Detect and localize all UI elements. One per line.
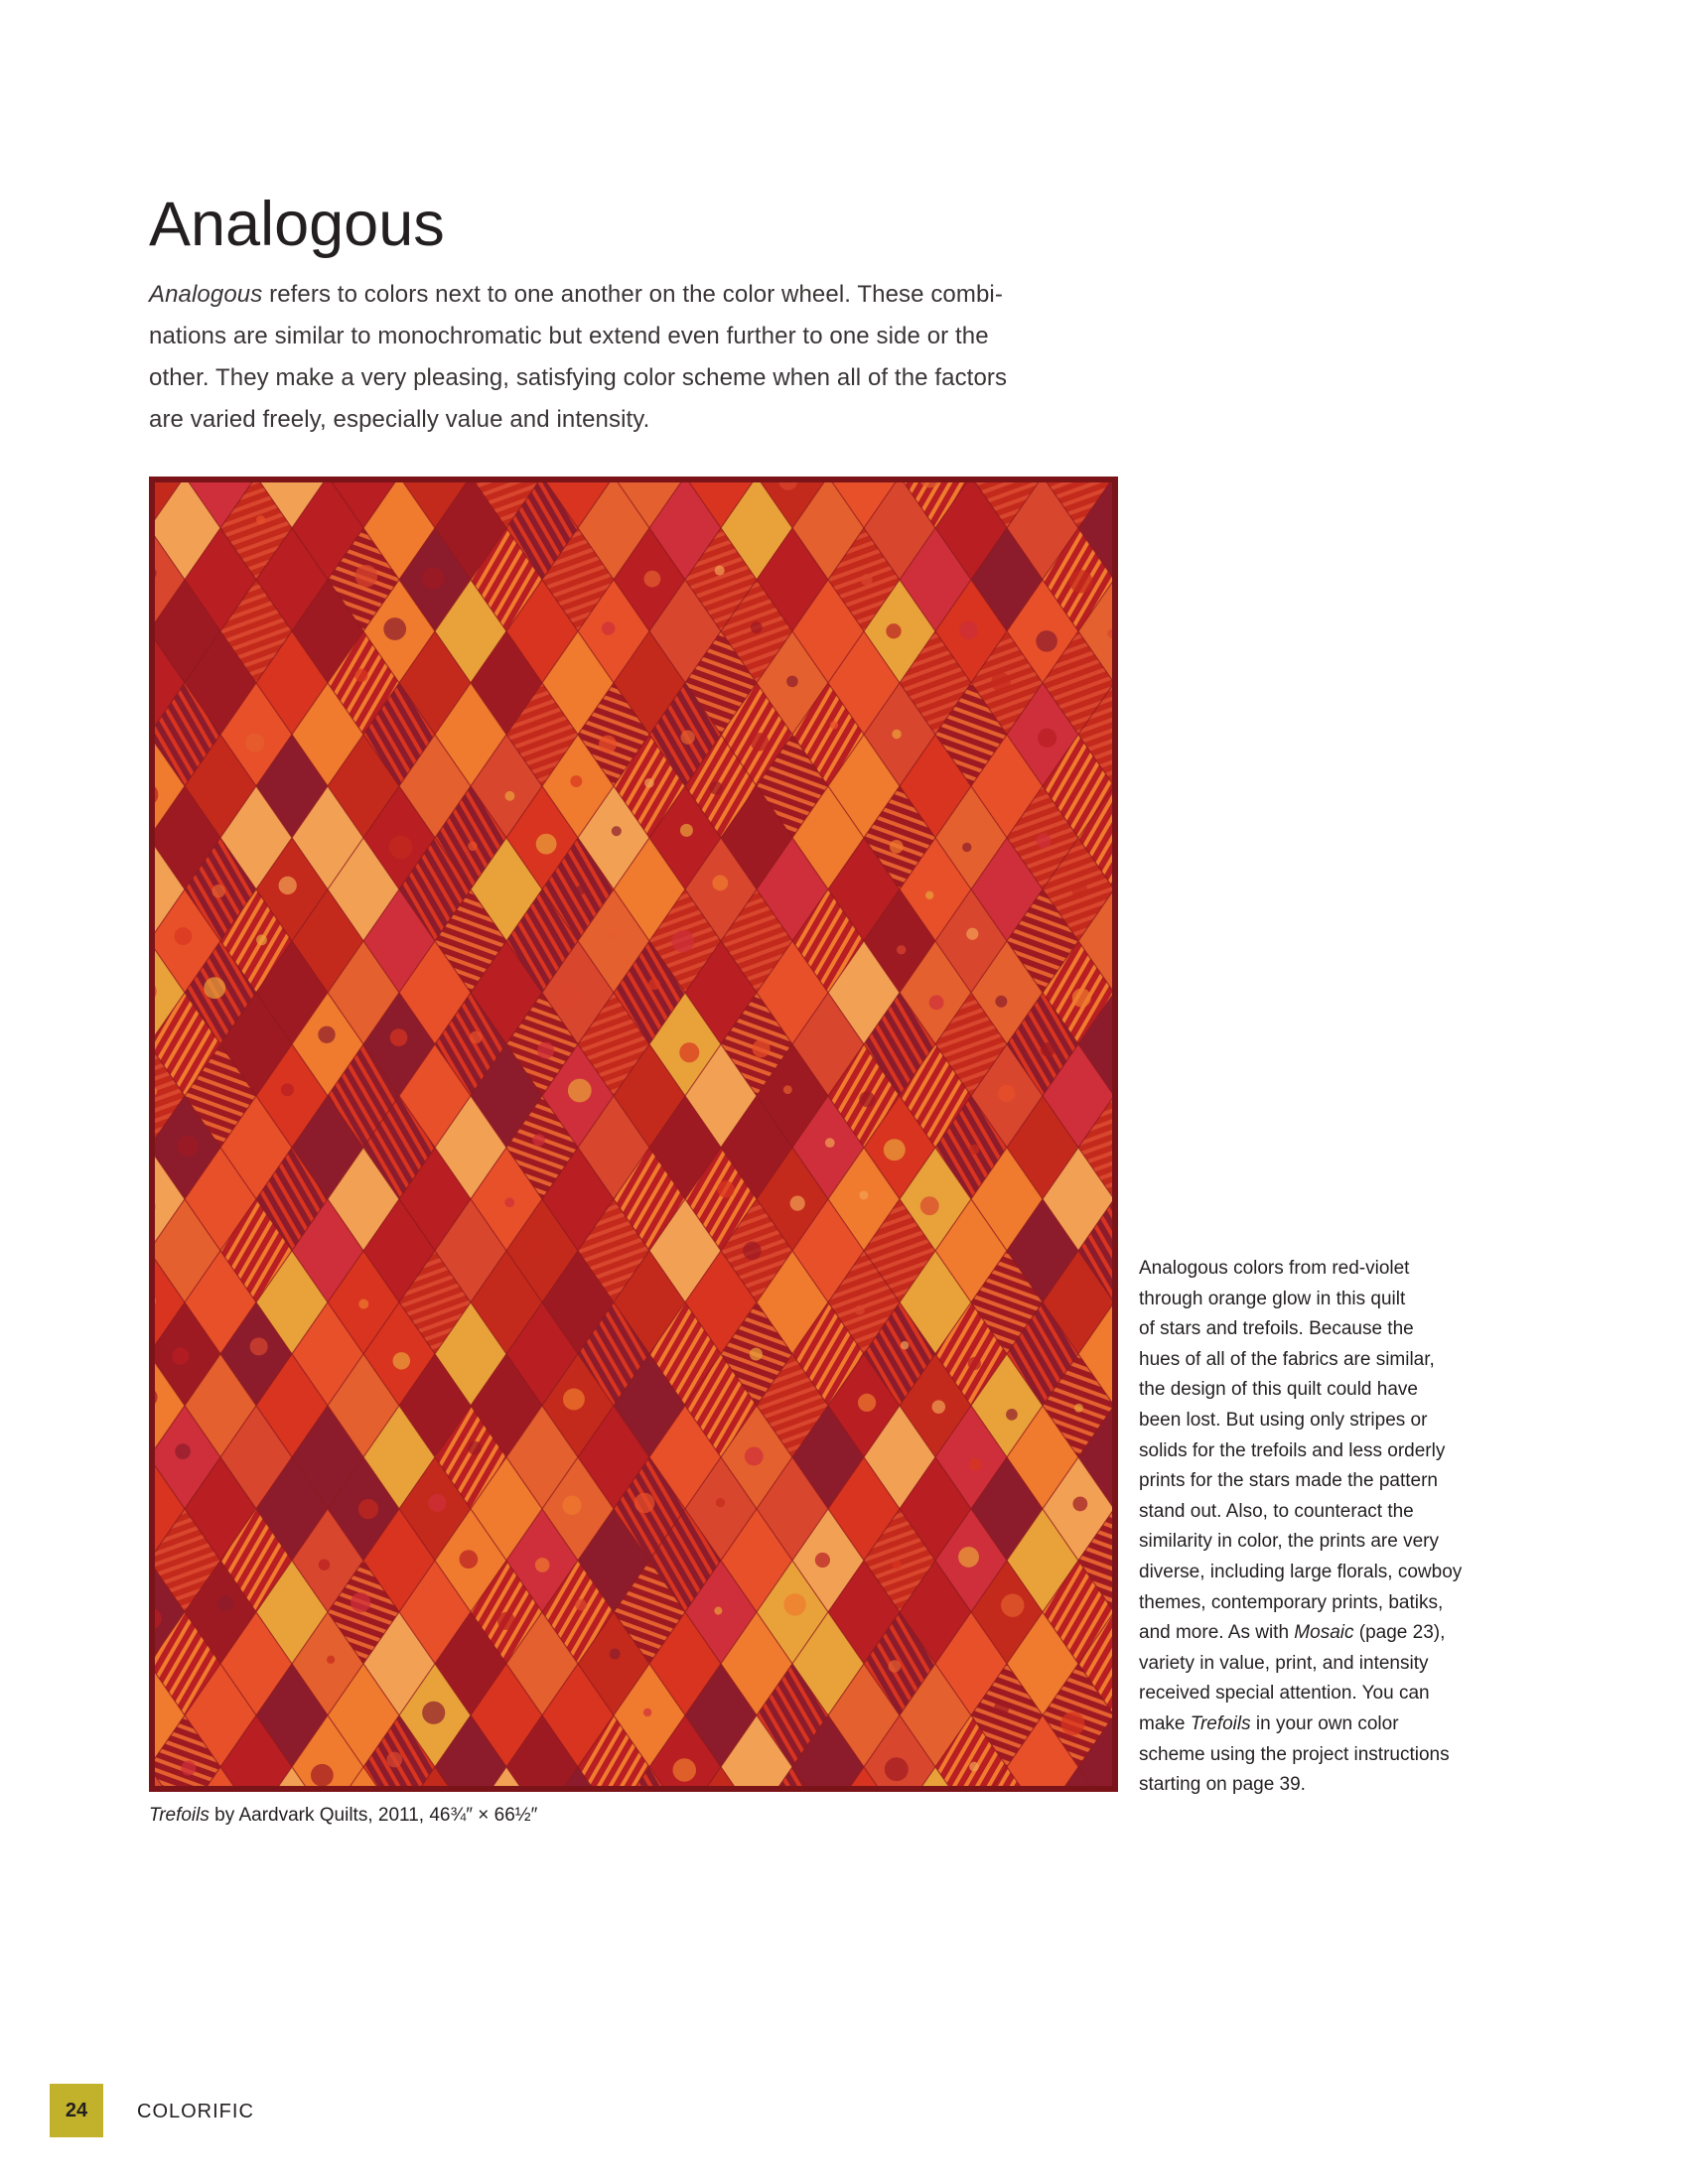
quilt-print-motif	[282, 782, 299, 799]
text-run: (page 23),	[1353, 1622, 1446, 1644]
quilt-print-motif	[890, 840, 904, 854]
quilt-print-motif	[648, 979, 660, 991]
quilt-print-motif	[281, 1083, 294, 1096]
quilt-print-motif	[745, 1545, 760, 1560]
quilt-print-motif	[393, 1352, 411, 1370]
quilt-print-motif	[889, 1660, 902, 1673]
quilt-print-motif	[250, 1337, 268, 1355]
quilt-print-motif	[998, 1085, 1015, 1102]
quilt-print-motif	[716, 1498, 725, 1507]
text-line	[1139, 1375, 1516, 1406]
text-run: solids for the trefoils and less orderly	[1139, 1439, 1446, 1461]
text-run: variety in value, print, and intensity	[1139, 1652, 1429, 1674]
text-run: Analogous colors from red-violet	[1139, 1258, 1410, 1279]
quilt-photo	[149, 477, 1118, 1792]
quilt-print-motif	[1038, 729, 1056, 748]
quilt-print-motif	[929, 995, 944, 1010]
quilt-print-motif	[994, 1701, 1009, 1715]
quilt-print-motif	[790, 1196, 805, 1211]
quilt-print-motif	[358, 1299, 368, 1309]
quilt-print-motif	[855, 1305, 865, 1315]
quilt-print-motif	[892, 730, 901, 739]
quilt-print-motif	[920, 1196, 939, 1215]
quilt-print-motif	[537, 1042, 554, 1059]
text-line	[1139, 1679, 1516, 1709]
quilt-print-motif	[470, 1031, 483, 1044]
text-run: are varied freely, especially value and intensity.	[149, 406, 650, 433]
text-line	[149, 316, 1023, 357]
quilt-print-motif	[1069, 570, 1092, 593]
quilt-print-motif	[459, 1550, 478, 1569]
text-line	[1139, 1588, 1516, 1619]
quilt-print-motif	[969, 1145, 979, 1155]
text-line	[1139, 1740, 1516, 1771]
quilt-print-motif	[319, 1559, 330, 1570]
quilt-print-motif	[991, 672, 1011, 692]
quilt-print-motif	[783, 1593, 806, 1616]
quilt-print-motif	[815, 1553, 830, 1568]
text-run: refers to colors next to one another on the color wheel. These combi-	[262, 281, 1003, 308]
quilt-print-motif	[175, 927, 193, 945]
quilt-print-motif	[783, 1085, 792, 1094]
quilt-print-motif	[327, 1656, 335, 1664]
text-run: starting on page 39.	[1139, 1774, 1306, 1796]
quilt-print-motif	[1072, 1497, 1087, 1512]
quilt-print-motif	[505, 791, 515, 801]
quilt-print-motif	[925, 891, 933, 899]
text-line	[1139, 1285, 1516, 1315]
quilt-print-motif	[969, 1762, 979, 1772]
quilt-print-motif	[885, 1757, 909, 1781]
quilt-print-motif	[680, 731, 694, 745]
quilt-print-motif	[710, 781, 723, 794]
quilt-print-motif	[959, 620, 978, 639]
quilt-print-motif	[893, 1561, 902, 1570]
quilt-print-motif	[610, 1649, 621, 1660]
quilt-print-motif	[969, 1458, 982, 1471]
text-run: other. They make a very pleasing, satisfying color scheme when all of the factors	[149, 364, 1008, 391]
quilt-print-motif	[536, 834, 557, 855]
quilt-print-motif	[859, 1190, 868, 1199]
quilt-print-motif	[468, 1441, 482, 1455]
quilt-print-motif	[468, 842, 478, 852]
quilt-print-motif	[644, 778, 654, 788]
quilt-print-motif	[786, 676, 798, 688]
quilt-print-motif	[532, 1134, 544, 1146]
text-line	[1139, 1558, 1516, 1588]
text-line	[1139, 1618, 1516, 1649]
quilt-print-motif	[859, 1091, 875, 1107]
quilt-print-motif	[576, 886, 586, 895]
quilt-print-motif	[535, 1558, 550, 1572]
text-run: and more. As with	[1139, 1622, 1295, 1644]
quilt-print-motif	[428, 1494, 446, 1512]
quilt-print-motif	[256, 934, 267, 945]
quilt-print-motif	[612, 826, 622, 836]
text-run: by Aardvark Quilts, 2011, 46¾″ × 66½″	[209, 1805, 538, 1826]
text-line	[149, 399, 1023, 441]
quilt-print-motif	[1001, 1593, 1024, 1616]
quilt-print-motif	[751, 733, 769, 751]
quilt-print-motif	[178, 1136, 199, 1157]
quilt-print-motif	[643, 1708, 651, 1716]
quilt-print-motif	[568, 1079, 592, 1103]
quilt-print-motif	[1072, 989, 1091, 1008]
italic-text: Trefoils	[1190, 1712, 1251, 1734]
quilt-print-motif	[211, 1187, 222, 1198]
text-line	[1139, 1770, 1516, 1801]
text-run: been lost. But using only stripes or	[1139, 1409, 1428, 1431]
quilt-print-motif	[609, 931, 619, 941]
text-run: through orange glow in this quilt	[1139, 1288, 1406, 1309]
text-line	[1139, 1254, 1516, 1285]
quilt-print-motif	[599, 736, 617, 753]
text-line	[1139, 1314, 1516, 1345]
text-run: nations are similar to monochromatic but extend even further to one side or the	[149, 323, 989, 349]
quilt-print-motif	[750, 1348, 763, 1361]
quilt-print-motif	[497, 1612, 515, 1630]
quilt-print-motif	[901, 1341, 909, 1349]
quilt-print-motif	[897, 945, 906, 954]
italic-text: Analogous	[149, 281, 263, 308]
quilt-print-motif	[351, 1592, 370, 1612]
text-line	[1139, 1345, 1516, 1376]
text-run: received special attention. You can	[1139, 1683, 1430, 1705]
quilt-print-motif	[966, 928, 978, 940]
photo-caption	[149, 1803, 537, 1829]
quilt-print-motif	[753, 1039, 771, 1057]
quilt-print-motif	[463, 1128, 484, 1149]
quilt-image	[149, 477, 1118, 1792]
text-line	[1139, 1709, 1516, 1740]
quilt-print-motif	[743, 1241, 762, 1260]
quilt-print-motif	[1037, 833, 1052, 848]
quilt-print-motif	[680, 824, 693, 837]
quilt-print-motif	[390, 1028, 408, 1046]
quilt-print-motif	[1006, 1409, 1018, 1421]
quilt-print-motif	[886, 623, 901, 638]
intro-paragraph	[149, 274, 1023, 441]
quilt-print-motif	[311, 1764, 334, 1787]
quilt-print-motif	[562, 1496, 581, 1515]
quilt-print-motif	[884, 1139, 906, 1160]
quilt-print-motif	[751, 621, 763, 633]
text-run: similarity in color, the prints are very	[1139, 1531, 1439, 1553]
page-number-badge: 24	[50, 2084, 103, 2137]
quilt-print-motif	[679, 1042, 699, 1062]
text-run: scheme using the project instructions	[1139, 1743, 1450, 1765]
section-heading: Analogous	[149, 190, 445, 259]
quilt-print-motif	[717, 1180, 734, 1197]
quilt-print-motif	[383, 617, 406, 640]
text-run: of stars and trefoils. Because the	[1139, 1318, 1414, 1340]
quilt-print-motif	[968, 1357, 981, 1370]
text-line	[149, 274, 1023, 316]
text-run: diverse, including large florals, cowboy	[1139, 1561, 1463, 1582]
quilt-print-motif	[825, 1138, 835, 1148]
text-line	[1139, 1466, 1516, 1497]
quilt-print-motif	[1041, 1042, 1055, 1056]
quilt-print-motif	[529, 1240, 545, 1256]
text-run: in your own color	[1250, 1712, 1399, 1734]
quilt-print-motif	[563, 1389, 585, 1411]
quilt-print-motif	[932, 1400, 945, 1413]
quilt-print-motif	[858, 1394, 876, 1412]
quilt-print-motif	[672, 1758, 696, 1782]
quilt-print-motif	[1061, 1711, 1085, 1735]
quilt-print-motif	[643, 571, 660, 588]
italic-text: Trefoils	[149, 1805, 210, 1826]
quilt-print-motif	[386, 1752, 402, 1768]
quilt-print-motif	[504, 1197, 514, 1207]
quilt-print-motif	[634, 1493, 655, 1514]
quilt-print-motif	[995, 996, 1007, 1008]
quilt-print-motif	[422, 567, 444, 589]
sidebar-caption	[1139, 1254, 1516, 1801]
quilt-print-motif	[172, 1347, 189, 1364]
quilt-print-motif	[818, 825, 829, 836]
text-line	[1139, 1406, 1516, 1436]
quilt-print-motif	[175, 1443, 191, 1459]
text-line	[1139, 1649, 1516, 1680]
quilt-print-motif	[714, 1607, 722, 1615]
quilt-print-motif	[245, 734, 264, 752]
quilt-print-motif	[861, 574, 873, 586]
text-run: themes, contemporary prints, batiks,	[1139, 1591, 1444, 1613]
quilt-print-motif	[181, 1761, 196, 1776]
text-run: the design of this quilt could have	[1139, 1379, 1418, 1401]
quilt-print-motif	[1072, 883, 1088, 898]
quilt-print-motif	[958, 1547, 979, 1568]
text-run: make	[1139, 1712, 1191, 1734]
text-line	[149, 357, 1023, 399]
quilt-print-motif	[712, 876, 728, 891]
text-run: hues of all of the fabrics are similar,	[1139, 1348, 1435, 1370]
quilt-print-motif	[355, 565, 378, 588]
running-footer-title: COLORIFIC	[137, 2101, 254, 2122]
quilt-print-motif	[358, 1499, 378, 1519]
quilt-print-motif	[715, 566, 725, 576]
quilt-print-motif	[712, 972, 734, 994]
italic-text: Mosaic	[1294, 1622, 1354, 1644]
text-run: stand out. Also, to counteract the	[1139, 1500, 1414, 1522]
quilt-print-motif	[745, 1446, 764, 1465]
text-line	[1139, 1527, 1516, 1558]
quilt-print-motif	[422, 1702, 445, 1724]
quilt-print-motif	[354, 669, 367, 682]
quilt-print-motif	[217, 1595, 233, 1611]
quilt-print-motif	[279, 877, 297, 894]
quilt-print-motif	[672, 930, 694, 952]
quilt-print-motif	[389, 836, 413, 860]
quilt-print-motif	[1074, 1404, 1083, 1413]
quilt-print-motif	[570, 775, 582, 787]
quilt-print-motif	[830, 721, 838, 729]
quilt-print-motif	[1036, 630, 1057, 652]
quilt-print-motif	[256, 515, 265, 524]
quilt-print-motif	[211, 885, 224, 897]
quilt-print-motif	[562, 984, 582, 1004]
quilt-print-motif	[962, 843, 971, 852]
quilt-print-motif	[204, 977, 225, 999]
text-line	[1139, 1497, 1516, 1528]
quilt-print-motif	[575, 1599, 587, 1611]
text-run: prints for the stars made the pattern	[1139, 1470, 1438, 1492]
quilt-print-motif	[602, 621, 616, 635]
quilt-print-motif	[318, 1026, 335, 1043]
text-line	[1139, 1436, 1516, 1467]
